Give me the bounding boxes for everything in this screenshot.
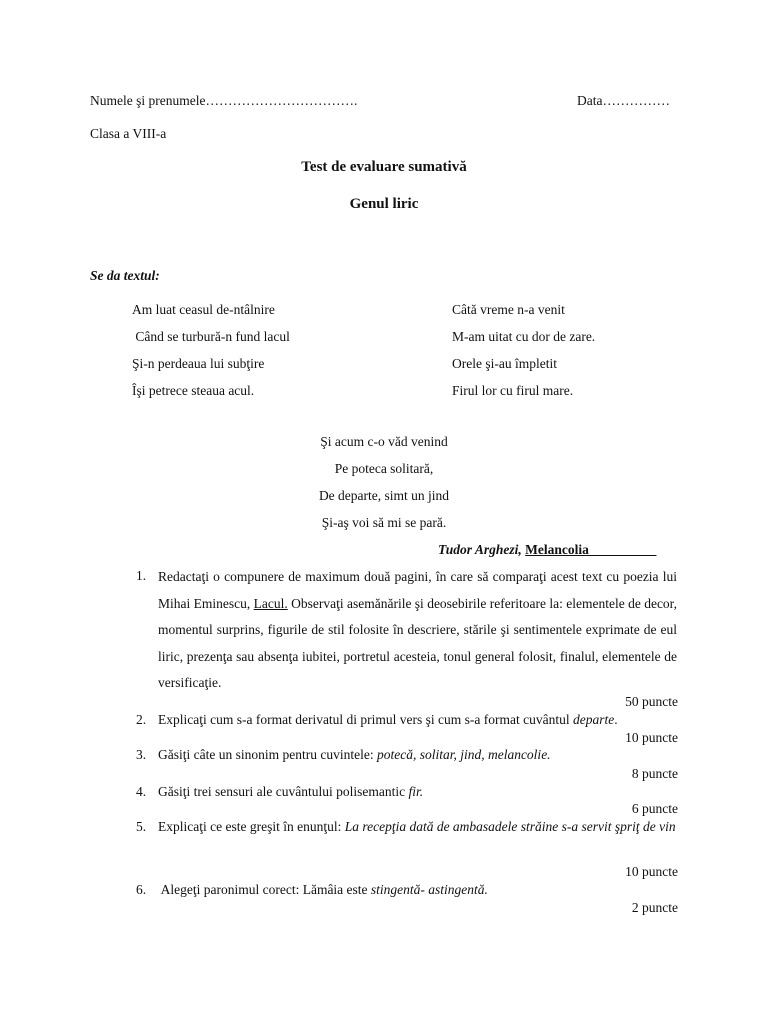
- task-6-text: [158, 877, 677, 904]
- task-number: 2.: [136, 712, 147, 727]
- poem-line: Pe poteca solitară,: [334, 461, 434, 476]
- test-subtitle: Genul liric: [349, 196, 419, 212]
- task-text-part: Observaţi asemănările şi deosebirile referitoare la: elementele de decor, momentul surprins, figurile de stil folosite în descriere, stările şi sentimentele exprimate de eul liric, prezenţa sau absenţa iubitei, portretul acesteia, tonul general folosit, finalul, elementele de versificaţie.: [158, 595, 678, 690]
- task-number: 5.: [136, 819, 147, 834]
- task-text-part: Alegeţi paronimul corect: Lămâia este: [158, 882, 371, 897]
- poem-reference-lacul: Lacul.: [253, 595, 288, 611]
- task-2-text: [158, 707, 677, 734]
- task-text-part: Explicaţi cum s-a format derivatul di primul vers şi cum s-a format cuvântul: [158, 712, 574, 727]
- intro-label: Se da textul:: [90, 268, 160, 283]
- task-5-text: [158, 814, 677, 841]
- poem-stanza-right: [452, 296, 595, 404]
- task-3-text: [158, 742, 677, 769]
- task-italic-word: fir.: [408, 784, 424, 799]
- task-6-points: 2 puncte: [631, 900, 678, 915]
- task-number: 4.: [136, 784, 147, 799]
- class-label: Clasa a VIII-a: [90, 126, 167, 141]
- task-1-text: [158, 564, 677, 697]
- task-number: 6.: [136, 882, 147, 897]
- task-italic-word: departe: [573, 712, 615, 727]
- task-2-points: 10 puncte: [625, 730, 678, 745]
- task-4-text: [158, 779, 677, 806]
- poem-line: Orele şi-au împletit: [452, 356, 557, 371]
- poem-line: Îşi petrece steaua acul.: [132, 383, 255, 398]
- poem-line: De departe, simt un jind: [318, 488, 450, 503]
- poem-line: M-am uitat cu dor de zare.: [452, 329, 596, 344]
- poem-line: Firul lor cu firul mare.: [452, 383, 574, 398]
- task-text-part: Găsiţi trei sensuri ale cuvântului polisemantic: [158, 784, 409, 799]
- test-title: Test de evaluare sumativă: [301, 159, 467, 175]
- poem-line: Şi-aş voi să mi se pară.: [321, 515, 447, 530]
- date-field-label: Data……………: [577, 93, 670, 108]
- task-number: 1.: [136, 568, 147, 583]
- poem-line: Câtă vreme n-a venit: [452, 302, 565, 317]
- poem-line: Şi-n perdeaua lui subţire: [132, 356, 265, 371]
- task-italic-sentence: La recepţia dată de ambasadele străine s-a servit şpriţ de vin: [344, 819, 676, 834]
- task-4-points: 6 puncte: [631, 801, 678, 816]
- poem-line: Când se turbură-n fund lacul: [132, 329, 290, 344]
- task-number: 3.: [136, 747, 147, 762]
- task-italic-words: potecă, solitar, jind, melancolie.: [376, 747, 551, 762]
- task-text-part: Redactaţi o compunere de maximum două pagini, în care să comparaţi acest text cu poezia lui Mihai Eminescu,: [158, 569, 677, 611]
- poem-line: Şi acum c-o văd venind: [320, 434, 448, 449]
- task-5-points: 10 puncte: [625, 864, 678, 879]
- poem-stanza-center: [0, 428, 768, 536]
- poem-attribution: [438, 542, 656, 558]
- poem-work-title: Melancolia__________: [525, 542, 657, 557]
- task-3-points: 8 puncte: [631, 766, 678, 781]
- task-italic-words: stingentă- astingentă.: [370, 882, 488, 897]
- poem-stanza-left: [132, 296, 290, 404]
- poem-line: Am luat ceasul de-ntâlnire: [132, 302, 275, 317]
- task-text-part: .: [614, 712, 618, 727]
- task-1-points: 50 puncte: [625, 694, 678, 709]
- poem-author: Tudor Arghezi,: [438, 542, 522, 557]
- task-text-part: Găsiţi câte un sinonim pentru cuvintele:: [158, 747, 377, 762]
- name-field-label: Numele şi prenumele…………………………….: [90, 93, 358, 108]
- task-text-part: Explicaţi ce este greşit în enunţul:: [158, 819, 345, 834]
